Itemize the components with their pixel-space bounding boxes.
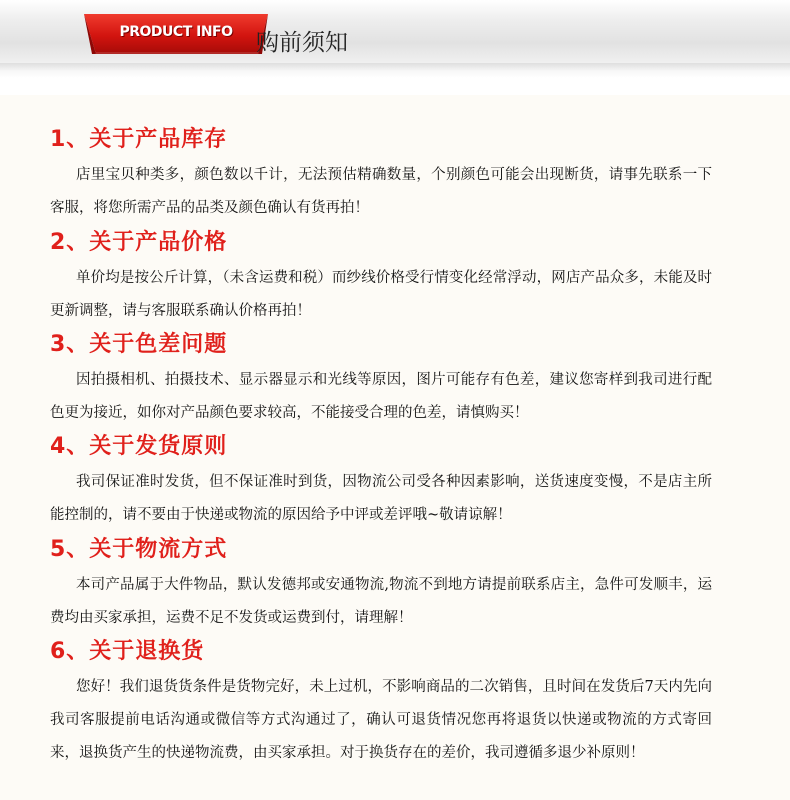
section-heading: 2、关于产品价格: [50, 230, 228, 255]
section-heading: 4、关于发货原则: [50, 434, 228, 459]
section-body: 店里宝贝种类多，颜色数以千计，无法预估精确数量，个别颜色可能会出现断货，请事先联系一下客服，将您所需产品的品类及颜色确认有货再拍！: [50, 167, 712, 216]
section-heading: 3、关于色差问题: [50, 332, 228, 357]
content-area: [0, 95, 790, 800]
section-heading: 1、关于产品库存: [50, 127, 228, 152]
product-info-badge: [82, 10, 270, 58]
badge-label: PRODUCT INFO: [119, 24, 233, 40]
section-heading: 5、关于物流方式: [50, 537, 228, 562]
section-body: 本司产品属于大件物品，默认发德邦或安通物流,物流不到地方请提前联系店主，急件可发顺丰，运费均由买家承担，运费不足不发货或运费到付，请理解！: [50, 577, 712, 626]
section-heading: 6、关于退换货: [50, 639, 205, 664]
section-body: 您好！我们退货货条件是货物完好，未上过机，不影响商品的二次销售，且时间在发货后7天内先向我司客服提前电话沟通或微信等方式沟通过了，确认可退货情况您再将退货以快递或物流的方式寄回来，退换货产生的快递物流费，由买家承担。对于换货存在的差价，我司遵循多退少补原则！: [50, 679, 712, 761]
section-body: 因拍摄相机、拍摄技术、显示器显示和光线等原因，图片可能存有色差，建议您寄样到我司进行配色更为接近，如你对产品颜色要求较高，不能接受合理的色差，请慎购买！: [50, 372, 712, 421]
banner-shadow: [0, 63, 790, 71]
header-banner: [0, 0, 790, 78]
page-title: 购前须知: [256, 30, 348, 56]
section-body: 我司保证准时发货，但不保证准时到货，因物流公司受各种因素影响，送货速度变慢，不是店主所能控制的，请不要由于快递或物流的原因给予中评或差评哦~敬请谅解！: [50, 474, 712, 523]
section-body: 单价均是按公斤计算，（未含运费和税）而纱线价格受行情变化经常浮动，网店产品众多，未能及时更新调整，请与客服联系确认价格再拍！: [50, 270, 712, 319]
